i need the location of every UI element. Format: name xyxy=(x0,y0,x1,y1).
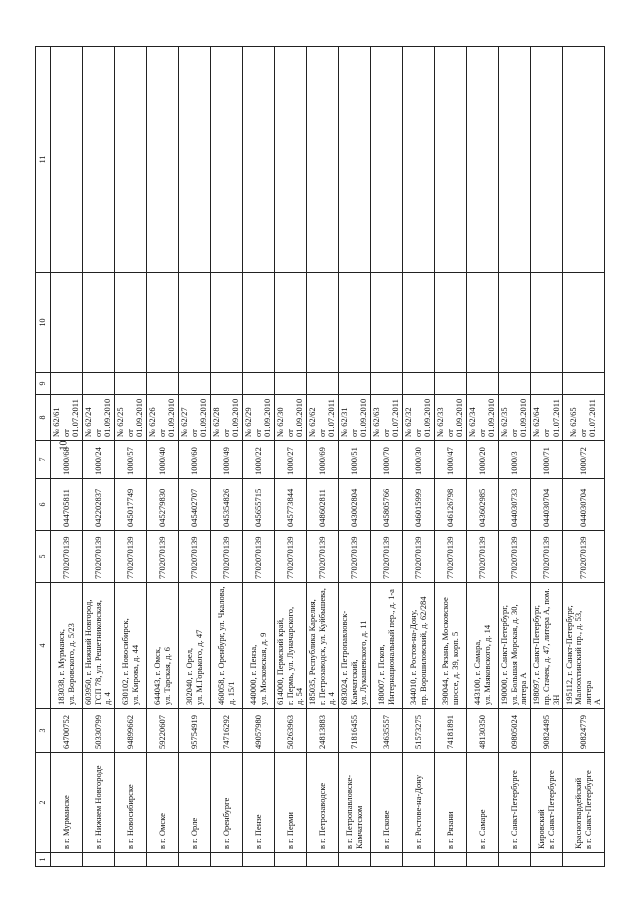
empty-cell xyxy=(563,47,605,273)
empty-cell xyxy=(51,373,83,395)
column-number: 10 xyxy=(36,273,51,373)
empty-cell xyxy=(467,47,499,273)
empty-cell xyxy=(339,373,371,395)
empty-cell xyxy=(115,373,147,395)
bik-cell: 048602811 xyxy=(307,479,339,531)
address-cell: 644043, г. Омск, ул. Тарская, д. 6 xyxy=(147,583,179,709)
license-cell: № 62/61 от 01.07.2011 xyxy=(51,395,83,441)
empty-cell xyxy=(307,47,339,273)
address-cell: 603950, г. Нижний Новгород, ГСП 78, ул. Решетниковская, д. 4 xyxy=(83,583,115,709)
code-cell: 1000/72 xyxy=(563,441,605,479)
empty-cell xyxy=(499,47,531,273)
empty-cell xyxy=(115,47,147,273)
city-cell: в г. Орле xyxy=(179,753,211,853)
code-cell: 1000/51 xyxy=(339,441,371,479)
table-row xyxy=(211,47,243,867)
column-number: 8 xyxy=(36,395,51,441)
address-cell: 614000, Пермский край, г. Пермь, ул. Луначарского, д. 54 xyxy=(275,583,307,709)
inn-cell: 7702070139 xyxy=(51,531,83,583)
empty-cell xyxy=(435,373,467,395)
empty-cell xyxy=(531,47,563,273)
okpo-cell: 34635557 xyxy=(371,709,403,753)
empty-cell xyxy=(147,273,179,373)
empty-cell xyxy=(51,47,83,273)
table-row xyxy=(563,47,605,867)
city-cell: в г. Самаре xyxy=(467,753,499,853)
bik-cell: 044030733 xyxy=(499,479,531,531)
inn-cell: 7702070139 xyxy=(307,531,339,583)
empty-cell xyxy=(147,47,179,273)
table-row xyxy=(467,47,499,867)
code-cell: 1000/57 xyxy=(115,441,147,479)
city-cell: в г. Пензе xyxy=(243,753,275,853)
row-number-cell xyxy=(563,853,605,867)
bik-cell: 046126798 xyxy=(435,479,467,531)
empty-cell xyxy=(211,373,243,395)
okpo-cell: 50330799 xyxy=(83,709,115,753)
table-row xyxy=(371,47,403,867)
rotated-table-container xyxy=(35,47,605,867)
city-cell: в г. Омске xyxy=(147,753,179,853)
address-cell: 195112, г. Санкт-Петербург, Малоохтинский пр., д. 53, литера А xyxy=(563,583,605,709)
row-number-cell xyxy=(435,853,467,867)
empty-cell xyxy=(275,273,307,373)
city-cell: в г. Новосибирске xyxy=(115,753,147,853)
row-number-cell xyxy=(51,853,83,867)
empty-cell xyxy=(563,373,605,395)
empty-cell xyxy=(275,47,307,273)
inn-cell: 7702070139 xyxy=(83,531,115,583)
row-number-cell xyxy=(147,853,179,867)
table-row xyxy=(499,47,531,867)
empty-cell xyxy=(83,373,115,395)
bik-cell: 045773844 xyxy=(275,479,307,531)
row-number-cell xyxy=(467,853,499,867)
empty-cell xyxy=(499,373,531,395)
inn-cell: 7702070139 xyxy=(275,531,307,583)
license-cell: № 62/28 от 01.09.2010 xyxy=(211,395,243,441)
inn-cell: 7702070139 xyxy=(115,531,147,583)
bik-cell: 043602985 xyxy=(467,479,499,531)
address-cell: 460058, г. Оренбург, ул. Чкалова, д. 15/1 xyxy=(211,583,243,709)
code-cell: 1000/47 xyxy=(435,441,467,479)
table-row xyxy=(339,47,371,867)
okpo-cell: 51573275 xyxy=(403,709,435,753)
code-cell: 1000/68 xyxy=(51,441,83,479)
okpo-cell: 71816455 xyxy=(339,709,371,753)
page-number: 10 xyxy=(58,440,70,451)
license-cell: № 62/25 от 01.09.2010 xyxy=(115,395,147,441)
license-cell: № 62/65 от 01.07.2011 xyxy=(563,395,605,441)
code-cell: 1000/40 xyxy=(147,441,179,479)
okpo-cell: 95754919 xyxy=(179,709,211,753)
bik-cell: 042202837 xyxy=(83,479,115,531)
column-number: 3 xyxy=(36,709,51,753)
city-cell: в г. Ростове-на-Дону xyxy=(403,753,435,853)
column-number: 6 xyxy=(36,479,51,531)
column-number: 2 xyxy=(36,753,51,853)
table-row xyxy=(115,47,147,867)
okpo-cell: 50263963 xyxy=(275,709,307,753)
row-number-cell xyxy=(275,853,307,867)
bik-cell: 043002804 xyxy=(339,479,371,531)
inn-cell: 7702070139 xyxy=(563,531,605,583)
license-cell: № 62/62 от 01.07.2011 xyxy=(307,395,339,441)
inn-cell: 7702070139 xyxy=(147,531,179,583)
code-cell: 1000/20 xyxy=(467,441,499,479)
city-cell: в г. Перми xyxy=(275,753,307,853)
table-row xyxy=(147,47,179,867)
address-cell: 443100, г. Самара, ул. Маяковского, д. 14 xyxy=(467,583,499,709)
city-cell: в г. Петропавловске-Камчатском xyxy=(339,753,371,853)
column-number: 11 xyxy=(36,47,51,273)
table-row xyxy=(531,47,563,867)
column-number: 9 xyxy=(36,373,51,395)
column-number: 4 xyxy=(36,583,51,709)
code-cell: 1000/71 xyxy=(531,441,563,479)
city-cell: в г. Нижнем Новгороде xyxy=(83,753,115,853)
row-number-cell xyxy=(499,853,531,867)
empty-cell xyxy=(83,273,115,373)
okpo-cell: 24813883 xyxy=(307,709,339,753)
empty-cell xyxy=(307,373,339,395)
bik-cell: 045402707 xyxy=(179,479,211,531)
table-row xyxy=(435,47,467,867)
okpo-cell: 94899662 xyxy=(115,709,147,753)
license-cell: № 62/33 от 01.09.2010 xyxy=(435,395,467,441)
okpo-cell: 09805024 xyxy=(499,709,531,753)
code-cell: 1000/30 xyxy=(403,441,435,479)
address-cell: 344010, г. Ростов-на-Дону, пр. Ворошиловский, д. 62/284 xyxy=(403,583,435,709)
address-cell: 302040, г. Орел, ул. М.Горького, д. 47 xyxy=(179,583,211,709)
empty-cell xyxy=(371,47,403,273)
city-cell: в г. Мурманске xyxy=(51,753,83,853)
column-number: 5 xyxy=(36,531,51,583)
empty-cell xyxy=(339,273,371,373)
code-cell: 1000/49 xyxy=(211,441,243,479)
license-cell: № 62/64 от 01.07.2011 xyxy=(531,395,563,441)
table-body xyxy=(36,47,605,867)
empty-cell xyxy=(435,47,467,273)
empty-cell xyxy=(243,273,275,373)
address-cell: 198097, г. Санкт-Петербург, пр. Стачек, д. 47, литера А, пом. 3Н xyxy=(531,583,563,709)
code-cell: 1000/22 xyxy=(243,441,275,479)
empty-cell xyxy=(403,47,435,273)
column-number: 1 xyxy=(36,853,51,867)
license-cell: № 62/34 от 01.09.2010 xyxy=(467,395,499,441)
okpo-cell: 74716292 xyxy=(211,709,243,753)
empty-cell xyxy=(531,273,563,373)
code-cell: 1000/24 xyxy=(83,441,115,479)
empty-cell xyxy=(339,47,371,273)
empty-cell xyxy=(307,273,339,373)
license-cell: № 62/63 от 01.07.2011 xyxy=(371,395,403,441)
row-number-cell xyxy=(83,853,115,867)
bik-cell: 044030704 xyxy=(531,479,563,531)
address-cell: 190000, г. Санкт-Петербург, ул. Большая Морская, д. 30, литера А xyxy=(499,583,531,709)
inn-cell: 7702070139 xyxy=(467,531,499,583)
city-cell: в г. Пскове xyxy=(371,753,403,853)
bik-cell: 045655715 xyxy=(243,479,275,531)
table-row xyxy=(243,47,275,867)
row-number-cell xyxy=(243,853,275,867)
okpo-cell: 90824495 xyxy=(531,709,563,753)
empty-cell xyxy=(211,47,243,273)
inn-cell: 7702070139 xyxy=(339,531,371,583)
address-cell: 630102, г. Новосибирск, ул. Кирова, д. 44 xyxy=(115,583,147,709)
empty-cell xyxy=(467,273,499,373)
empty-cell xyxy=(467,373,499,395)
column-number: 7 xyxy=(36,441,51,479)
okpo-cell: 74181891 xyxy=(435,709,467,753)
inn-cell: 7702070139 xyxy=(499,531,531,583)
city-cell: Красногвардейский в г. Санкт-Петербурге xyxy=(563,753,605,853)
empty-cell xyxy=(403,273,435,373)
empty-cell xyxy=(211,273,243,373)
license-cell: № 62/29 от 01.09.2010 xyxy=(243,395,275,441)
empty-cell xyxy=(531,373,563,395)
row-number-cell xyxy=(371,853,403,867)
bik-cell: 044030704 xyxy=(563,479,605,531)
empty-cell xyxy=(371,373,403,395)
bik-cell: 045354826 xyxy=(211,479,243,531)
okpo-cell: 59220607 xyxy=(147,709,179,753)
code-cell: 1000/27 xyxy=(275,441,307,479)
okpo-cell: 64700752 xyxy=(51,709,83,753)
branches-table xyxy=(35,46,605,867)
license-cell: № 62/24 от 01.09.2010 xyxy=(83,395,115,441)
inn-cell: 7702070139 xyxy=(531,531,563,583)
license-cell: № 62/30 от 01.09.2010 xyxy=(275,395,307,441)
okpo-cell: 49057980 xyxy=(243,709,275,753)
city-cell: в г. Петрозаводске xyxy=(307,753,339,853)
table-row xyxy=(403,47,435,867)
license-cell: № 62/31 от 01.09.2010 xyxy=(339,395,371,441)
address-cell: 440000, г. Пенза, ул. Московская, д. 9 xyxy=(243,583,275,709)
bik-cell: 046015999 xyxy=(403,479,435,531)
address-cell: 683024, г. Петропавловск- Камчатский, ул. Лукашевского, д. 11 xyxy=(339,583,371,709)
row-number-cell xyxy=(115,853,147,867)
empty-cell xyxy=(115,273,147,373)
inn-cell: 7702070139 xyxy=(179,531,211,583)
table-row xyxy=(83,47,115,867)
city-cell: в г. Санкт-Петербурге xyxy=(499,753,531,853)
empty-cell xyxy=(243,47,275,273)
table-row xyxy=(275,47,307,867)
license-cell: № 62/35 от 01.09.2010 xyxy=(499,395,531,441)
empty-cell xyxy=(83,47,115,273)
empty-cell xyxy=(499,273,531,373)
okpo-cell: 90824779 xyxy=(563,709,605,753)
empty-cell xyxy=(403,373,435,395)
inn-cell: 7702070139 xyxy=(435,531,467,583)
row-number-cell xyxy=(211,853,243,867)
row-number-cell xyxy=(339,853,371,867)
code-cell: 1000/3 xyxy=(499,441,531,479)
empty-cell xyxy=(563,273,605,373)
empty-cell xyxy=(275,373,307,395)
bik-cell: 045017749 xyxy=(115,479,147,531)
address-cell: 180007, г. Псков, Интернациональный пер., д. 1-а xyxy=(371,583,403,709)
empty-cell xyxy=(243,373,275,395)
license-cell: № 62/26 от 01.09.2010 xyxy=(147,395,179,441)
row-number-cell xyxy=(307,853,339,867)
address-cell: 390044, г. Рязань, Московское шоссе, д. 39, корп. 5 xyxy=(435,583,467,709)
code-cell: 1000/69 xyxy=(307,441,339,479)
bik-cell: 045279830 xyxy=(147,479,179,531)
okpo-cell: 48130350 xyxy=(467,709,499,753)
inn-cell: 7702070139 xyxy=(403,531,435,583)
bik-cell: 044705811 xyxy=(51,479,83,531)
code-cell: 1000/70 xyxy=(371,441,403,479)
empty-cell xyxy=(51,273,83,373)
table-row xyxy=(51,47,83,867)
address-cell: 185035, Республика Карелия, г. Петрозаводск, ул. Куйбышева, д. 4 xyxy=(307,583,339,709)
column-number-row xyxy=(36,47,51,867)
table-row xyxy=(179,47,211,867)
code-cell: 1000/60 xyxy=(179,441,211,479)
bik-cell: 045805766 xyxy=(371,479,403,531)
city-cell: в г. Рязани xyxy=(435,753,467,853)
license-cell: № 62/27 от 01.09.2010 xyxy=(179,395,211,441)
empty-cell xyxy=(147,373,179,395)
empty-cell xyxy=(371,273,403,373)
empty-cell xyxy=(435,273,467,373)
inn-cell: 7702070139 xyxy=(371,531,403,583)
address-cell: 183038, г. Мурманск, ул. Воровского, д. 5/23 xyxy=(51,583,83,709)
row-number-cell xyxy=(403,853,435,867)
empty-cell xyxy=(179,47,211,273)
inn-cell: 7702070139 xyxy=(211,531,243,583)
table-row xyxy=(307,47,339,867)
empty-cell xyxy=(179,373,211,395)
city-cell: в г. Оренбурге xyxy=(211,753,243,853)
city-cell: Кировский в г. Санкт-Петербурге xyxy=(531,753,563,853)
row-number-cell xyxy=(179,853,211,867)
row-number-cell xyxy=(531,853,563,867)
empty-cell xyxy=(179,273,211,373)
inn-cell: 7702070139 xyxy=(243,531,275,583)
license-cell: № 62/32 от 01.09.2010 xyxy=(403,395,435,441)
